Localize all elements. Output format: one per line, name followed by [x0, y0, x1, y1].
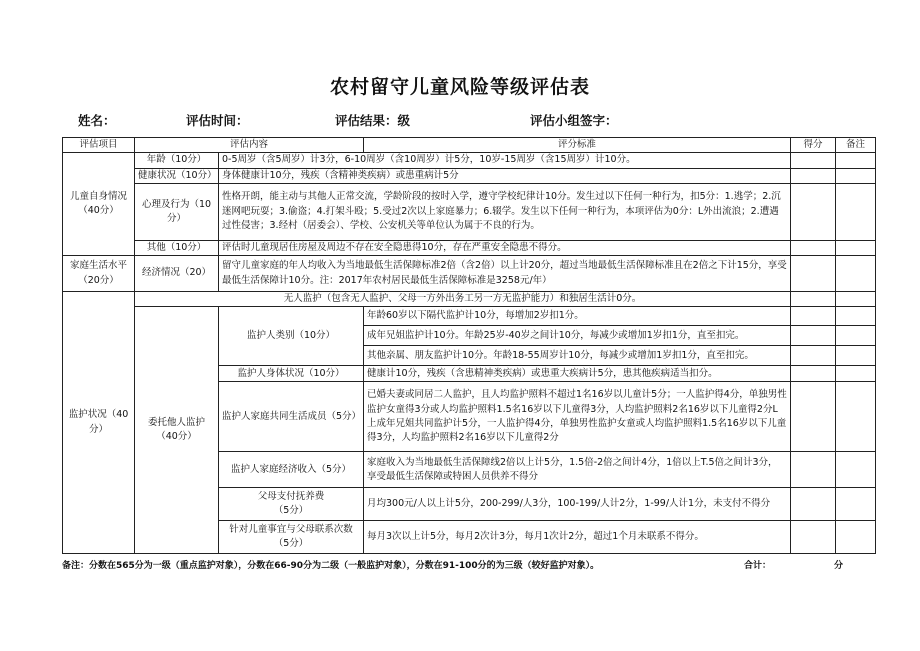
score-cell[interactable]: [791, 326, 836, 346]
score-cell[interactable]: [791, 366, 836, 382]
standard-cell: 0-5周岁（含5周岁）计3分，6-10周岁（含10周岁）计5分，10岁-15周岁（含15周岁）计10分。: [219, 153, 791, 168]
score-cell[interactable]: [791, 256, 836, 292]
section-child: 儿童自身情况（40分）: [63, 153, 135, 256]
remark-cell[interactable]: [836, 346, 876, 366]
header-content: 评估内容: [135, 138, 364, 153]
standard-cell: 每月3次以上计5分，每月2次计3分，每月1次计2分，超过1个月未联系不得分。: [364, 521, 791, 554]
time-label: 评估时间：: [186, 113, 249, 128]
content-cell: 心理及行为（10分）: [135, 183, 219, 240]
remark-cell[interactable]: [836, 256, 876, 292]
total-unit: 分: [834, 561, 844, 571]
assessment-table: [62, 137, 876, 554]
table-row: [63, 256, 876, 292]
remark-cell[interactable]: [836, 382, 876, 452]
table-header-row: [63, 138, 876, 153]
remark-cell[interactable]: [836, 307, 876, 326]
total-label: 合计：: [744, 561, 772, 571]
standard-cell: 健康计10分，残疾（含患精神类疾病）或患重大疾病计5分，患其他疾病适当扣分。: [364, 366, 791, 382]
score-cell[interactable]: [791, 452, 836, 488]
score-cell[interactable]: [791, 292, 836, 307]
table-row: [63, 183, 876, 240]
content-cell: 年龄（10分）: [135, 153, 219, 168]
section-family: 家庭生活水平（20分）: [63, 256, 135, 292]
score-cell[interactable]: [791, 488, 836, 521]
section-guardian: 监护状况（40分）: [63, 292, 135, 554]
header-standard: 评分标准: [364, 138, 791, 153]
score-cell[interactable]: [791, 168, 836, 183]
standard-cell: 身体健康计10分，残疾（含精神类疾病）或患重病计5分: [219, 168, 791, 183]
result-label: 评估结果：级: [335, 113, 411, 128]
remark-cell[interactable]: [836, 366, 876, 382]
content-cell: 健康状况（10分）: [135, 168, 219, 183]
table-row: [63, 168, 876, 183]
standard-cell: 月均300元/人以上计5分，200-299/人3分，100-199/人计2分，1-99/人计1分，未支付不得分: [364, 488, 791, 521]
content-cell: 经济情况（20）: [135, 256, 219, 292]
contact-label: 针对儿童事宜与父母联系次数（5分）: [219, 521, 364, 554]
table-row: [63, 292, 876, 307]
content-cell: 其他（10分）: [135, 240, 219, 255]
standard-cell: 其他亲属、朋友监护计10分。年龄18-55周岁计10分，每减少或增加1岁扣1分，直至扣完。: [364, 346, 791, 366]
remark-cell[interactable]: [836, 153, 876, 168]
name-label: 姓名：: [78, 113, 116, 128]
standard-cell: 家庭收入为当地最低生活保障线2倍以上计5分，1.5倍-2倍之间计4分，1倍以上T.5倍之间计3分，享受最低生活保障或特困人员供养不得分: [364, 452, 791, 488]
standard-cell: 性格开朗，能主动与其他人正常交流，学龄阶段的按时入学，遵守学校纪律计10分。发生过以下任何一种行为，扣5分：1.逃学；2.沉迷网吧玩耍；3.偷盗；4.打架斗殴；5.受过2次以上家庭暴力；6.辍学。发生以下任何一种行为，本项评估为0分：L外出流浪；2.遭遇过性侵害；3.经村（居委会）、学校、公安机关等单位认为属于不良的行为。: [219, 183, 791, 240]
support-label-line2: （5分）: [273, 505, 309, 517]
standard-cell: 成年兄姐监护计10分。年龄25岁-40岁之间计10分，每减少或增加1岁扣1分，直至扣完。: [364, 326, 791, 346]
header-score: 得分: [791, 138, 836, 153]
signature-label: 评估小组签字：: [530, 113, 618, 128]
remark-cell[interactable]: [836, 452, 876, 488]
table-row: [63, 153, 876, 168]
score-cell[interactable]: [791, 183, 836, 240]
no-guardian-row: 无人监护（包含无人监护、父母一方外出务工另一方无监护能力）和独居生活计0分。: [135, 292, 791, 307]
remark-cell[interactable]: [836, 240, 876, 255]
remark-cell[interactable]: [836, 521, 876, 554]
header-remark: 备注: [836, 138, 876, 153]
remark-cell[interactable]: [836, 183, 876, 240]
score-cell[interactable]: [791, 521, 836, 554]
guardian-health-label: 监护人身体状况（10分）: [219, 366, 364, 382]
score-cell[interactable]: [791, 240, 836, 255]
table-row: [63, 307, 876, 326]
remark-cell[interactable]: [836, 168, 876, 183]
standard-cell: 评估时儿童现居住房屋及周边不存在安全隐患得10分，存在严重安全隐患不得分。: [219, 240, 791, 255]
support-label-line1: 父母支付抚养费: [257, 491, 325, 502]
guardian-econ-label: 监护人家庭经济收入（5分）: [219, 452, 364, 488]
guardian-together-label: 监护人家庭共同生活成员（5分）: [219, 382, 364, 452]
remark-cell[interactable]: [836, 326, 876, 346]
score-cell[interactable]: [791, 153, 836, 168]
standard-cell: 留守儿童家庭的年人均收入为当地最低生活保障标准2倍（含2倍）以上计20分，超过当地最低生活保障标准且在2倍之下计15分，享受最低生活保障计10分。注：2017年农村居民最低生活保障标准是3258元/年）: [219, 256, 791, 292]
table-row: [63, 240, 876, 255]
page-title: 农村留守儿童风险等级评估表: [329, 76, 590, 98]
footer-note: 备注：分数在565分为一级（重点监护对象），分数在66-90分为二级（一般监护对象），分数在91-100分的为三级（较好监护对象）。: [62, 561, 600, 571]
score-cell[interactable]: [791, 307, 836, 326]
score-cell[interactable]: [791, 346, 836, 366]
remark-cell[interactable]: [836, 488, 876, 521]
entrust-cell: 委托他人监护（40分）: [135, 307, 219, 554]
score-cell[interactable]: [791, 382, 836, 452]
header-item: 评估项目: [63, 138, 135, 153]
standard-cell: 年龄60岁以下隔代监护计10分，每增加2岁扣1分。: [364, 307, 791, 326]
remark-cell[interactable]: [836, 292, 876, 307]
support-label: [219, 488, 364, 521]
standard-cell: 已婚夫妻或同居二人监护，且人均监护照料不超过1名16岁以儿童计5分；一人监护得4分，单独男性监护女童得3分或人均监护照料1.5名16岁以下儿童得3分，人均监护照料2名16岁以下儿童得2分L上成年兄姐共同监护计5分，一人监护得4分，单独男性监护女童或人均监护照料1.5名16岁以下儿童得3分，人均监护照料2名16岁以下儿童得2分: [364, 382, 791, 452]
guardian-type-label: 监护人类别（10分）: [219, 307, 364, 366]
